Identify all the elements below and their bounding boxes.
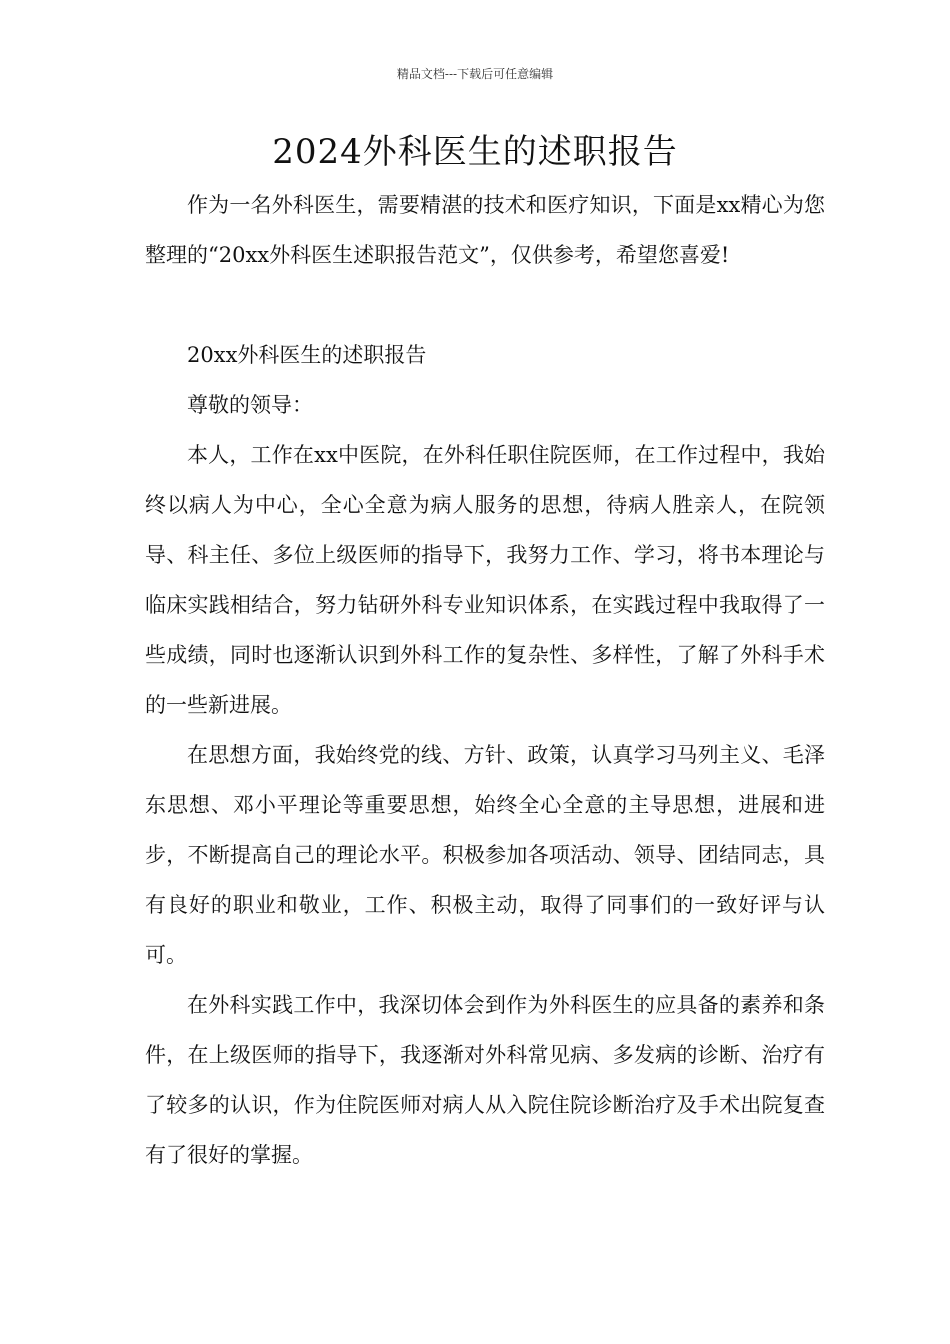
header-note: 精品文档---下载后可任意编辑 (396, 67, 554, 81)
report-subtitle: 20xx外科医生的述职报告 (187, 343, 427, 367)
salutation: 尊敬的领导： (187, 393, 313, 417)
body-paragraph-2: 在思想方面，我始终党的线、方针、政策，认真学习马列主义、毛泽东思想、邓小平理论等重要思想，始终全心全意的主导思想，进展和进步，不断提高自己的理论水平。积极参加各项活动、领导、团结同志，具有良好的职业和敬业，工作、积极主动，取得了同事们的一致好评与认可。 (145, 743, 825, 967)
document-body (145, 180, 825, 1180)
body-paragraph-3: 在外科实践工作中，我深切体会到作为外科医生的应具备的素养和条件，在上级医师的指导下，我逐渐对外科常见病、多发病的诊断、治疗有了较多的认识，作为住院医师对病人从入院住院诊断治疗及手术出院复查有了很好的掌握。 (145, 993, 825, 1167)
intro-paragraph: 作为一名外科医生，需要精湛的技术和医疗知识，下面是xx精心为您整理的“20xx外科医生述职报告范文”，仅供参考，希望您喜爱! (145, 193, 825, 267)
blank-line (145, 280, 825, 330)
body-paragraph-1: 本人，工作在xx中医院，在外科任职住院医师，在工作过程中，我始终以病人为中心，全心全意为病人服务的思想，待病人胜亲人，在院领导、科主任、多位上级医师的指导下，我努力工作、学习，将书本理论与临床实践相结合，努力钻研外科专业知识体系，在实践过程中我取得了一些成绩，同时也逐渐认识到外科工作的复杂性、多样性，了解了外科手术的一些新进展。 (145, 443, 825, 717)
document-title: 2024外科医生的述职报告 (272, 132, 678, 172)
